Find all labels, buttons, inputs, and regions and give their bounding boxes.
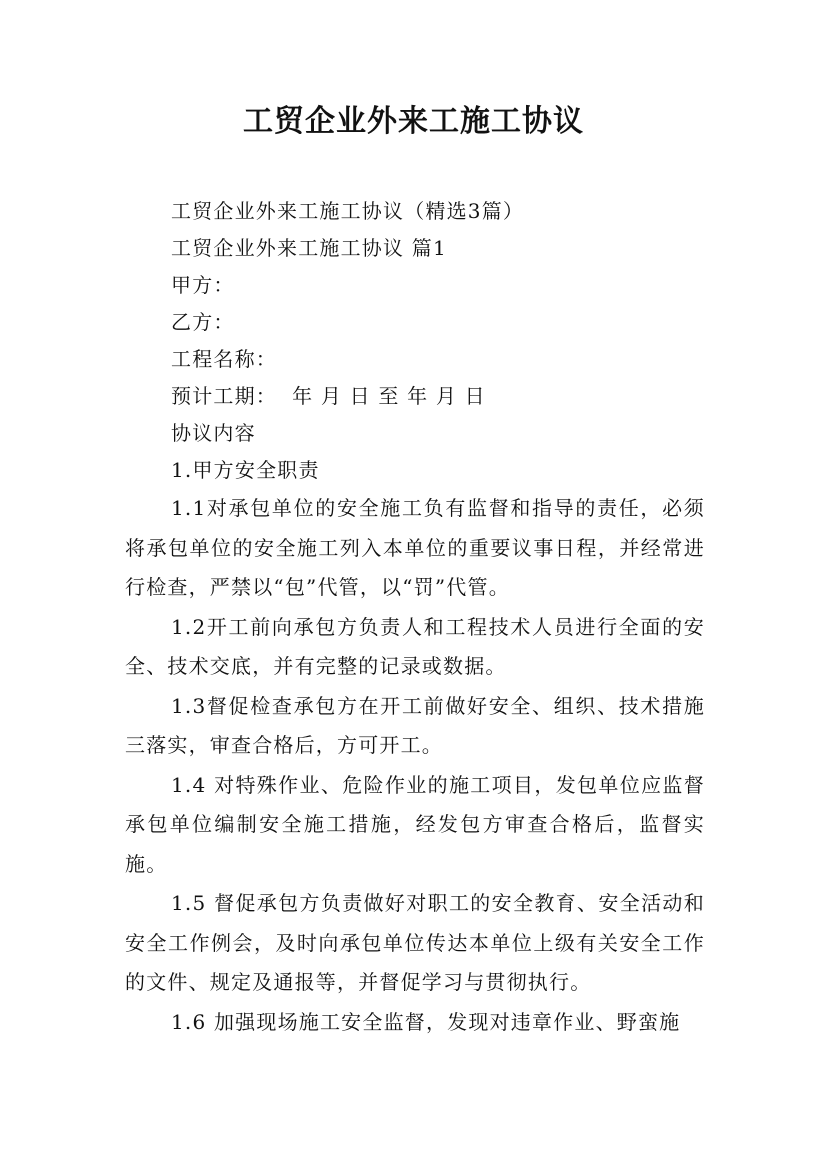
party-b-line: 乙方： bbox=[171, 310, 235, 334]
subtitle-line: 工贸企业外来工施工协议（精选3篇） bbox=[171, 199, 525, 223]
section-heading: 工贸企业外来工施工协议 篇1 bbox=[171, 236, 447, 260]
clause-1-6: 1.6 加强现场施工安全监督，发现对违章作业、野蛮施 bbox=[171, 1009, 681, 1034]
clause-1-5: 1.5 督促承包方负责做好对职工的安全教育、安全活动和安全工作例会，及时向承包单位传达本单位上级有关安全工作的文件、规定及通报等，并督促学习与贯彻执行。 bbox=[125, 891, 705, 994]
agreement-content-heading: 协议内容 bbox=[171, 421, 256, 445]
project-name-line: 工程名称： bbox=[171, 347, 277, 371]
clause-1-4: 1.4 对特殊作业、危险作业的施工项目，发包单位应监督承包单位编制安全施工措施，经发包方审查合格后，监督实施。 bbox=[125, 772, 705, 876]
clause-1-3: 1.3督促检查承包方在开工前做好安全、组织、技术措施三落实，审查合格后，方可开工。 bbox=[125, 693, 705, 757]
schedule-line: 预计工期： 年 月 日 至 年 月 日 bbox=[171, 384, 486, 408]
party-a-duties-heading: 1.甲方安全职责 bbox=[171, 458, 320, 482]
document-title: 工贸企业外来工施工协议 bbox=[243, 104, 584, 139]
clause-1-2: 1.2开工前向承包方负责人和工程技术人员进行全面的安全、技术交底，并有完整的记录或数据。 bbox=[125, 614, 705, 678]
clause-1-1: 1.1对承包单位的安全施工负有监督和指导的责任，必须将承包单位的安全施工列入本单位的重要议事日程，并经常进行检查，严禁以“包”代管，以“罚”代管。 bbox=[125, 496, 705, 599]
party-a-line: 甲方： bbox=[171, 273, 235, 297]
document-body bbox=[125, 193, 705, 1042]
